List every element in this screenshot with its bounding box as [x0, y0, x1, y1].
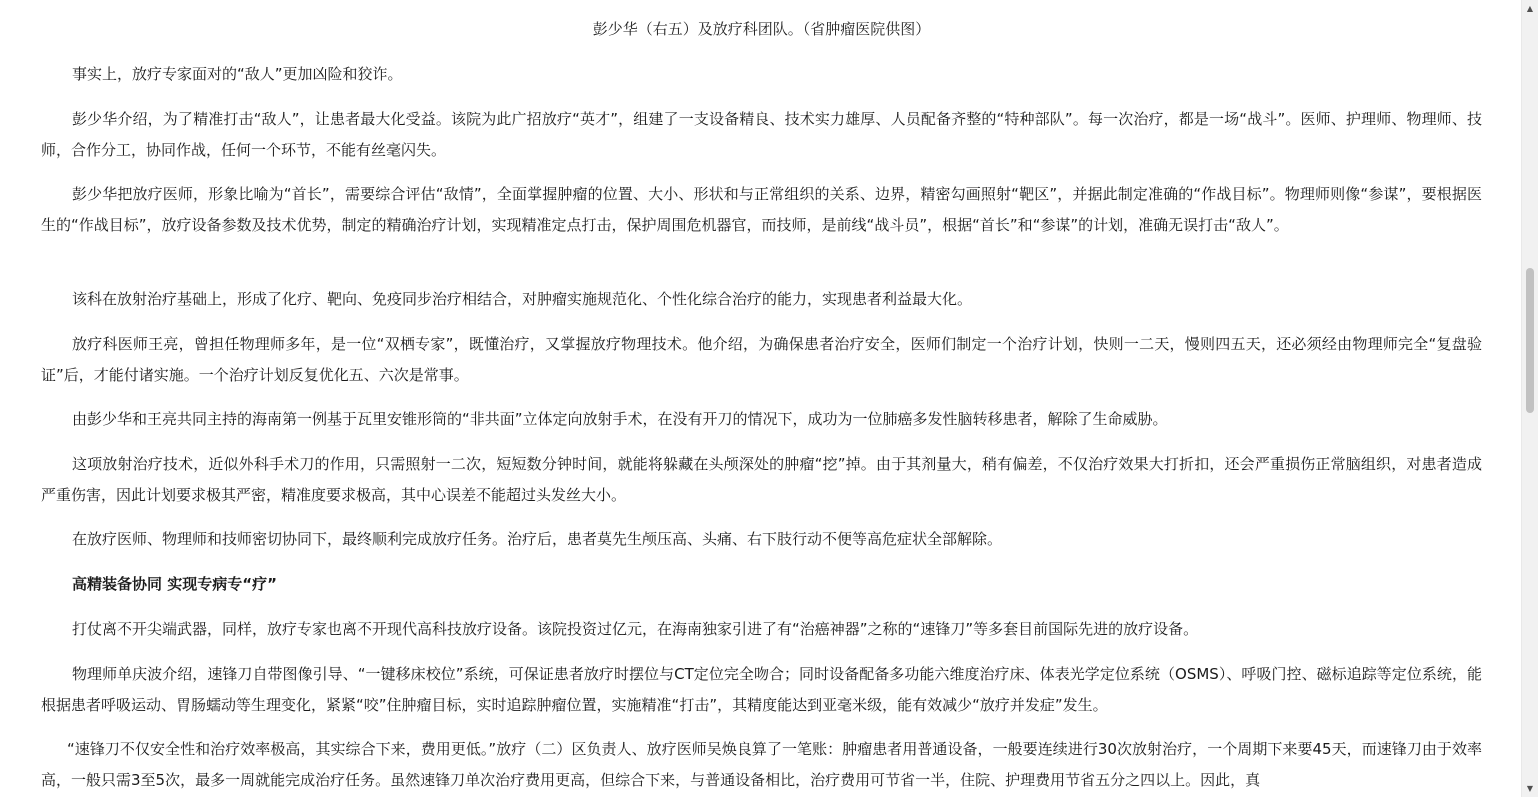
scrollbar-thumb[interactable]: [1526, 268, 1534, 413]
paragraph: 由彭少华和王亮共同主持的海南第一例基于瓦里安锥形筒的“非共面”立体定向放射手术，在没有开刀的情况下，成功为一位肺癌多发性脑转移患者，解除了生命威胁。: [72, 410, 1168, 428]
paragraph: 这项放射治疗技术，近似外科手术刀的作用，只需照射一二次，短短数分钟时间，就能将躲藏在头颅深处的肿瘤“挖”掉。由于其剂量大，稍有偏差，不仅治疗效果大打折扣，还会严重损伤正常脑组织，对患者造成严重伤害，因此计划要求极其严密，精准度要求极高，其中心误差不能超过头发丝大小。: [41, 455, 1482, 504]
paragraph: 彭少华介绍，为了精准打击“敌人”，让患者最大化受益。该院为此广招放疗“英才”，组建了一支设备精良、技术实力雄厚、人员配备齐整的“特种部队”。每一次治疗，都是一场“战斗”。医师、护理师、物理师、技师，合作分工，协同作战，任何一个环节，不能有丝毫闪失。: [41, 110, 1482, 159]
paragraph: “速锋刀不仅安全性和治疗效率极高，其实综合下来，费用更低。”放疗（二）区负责人、放疗医师吴焕良算了一笔账：肿瘤患者用普通设备，一般要连续进行30次放射治疗，一个周期下来要45天，而速锋刀由于效率高，一般只需3至5次，最多一周就能完成治疗任务。虽然速锋刀单次治疗费用更高，但综合下来，与普通设备相比，治疗费用可节省一半，住院、护理费用节省五分之四以上。因此，真: [41, 740, 1482, 789]
paragraph: 彭少华把放疗医师，形象比喻为“首长”，需要综合评估“敌情”，全面掌握肿瘤的位置、大小、形状和与正常组织的关系、边界，精密勾画照射“靶区”，并据此制定准确的“作战目标”。物理师则像“参谋”，要根据医生的“作战目标”，放疗设备参数及技术优势，制定的精确治疗计划，实现精准定点打击，保护周围危机器官，而技师，是前线“战斗员”，根据“首长”和“参谋”的计划，准确无误打击“敌人”。: [41, 185, 1482, 234]
article-body: [41, 0, 1482, 797]
paragraph: 事实上，放疗专家面对的“敌人”更加凶险和狡诈。: [72, 65, 403, 83]
scroll-down-arrow-icon[interactable]: ▼: [1526, 784, 1534, 793]
paragraph: 打仗离不开尖端武器，同样，放疗专家也离不开现代高科技放疗设备。该院投资过亿元，在海南独家引进了有“治癌神器”之称的“速锋刀”等多套目前国际先进的放疗设备。: [72, 620, 1199, 638]
paragraph: 该科在放射治疗基础上，形成了化疗、靶向、免疫同步治疗相结合，对肿瘤实施规范化、个性化综合治疗的能力，实现患者利益最大化。: [72, 290, 973, 308]
section-heading: 高精装备协同 实现专病专“疗”: [72, 575, 277, 593]
scroll-up-arrow-icon[interactable]: ▲: [1526, 4, 1534, 13]
vertical-scrollbar[interactable]: [1521, 0, 1538, 797]
image-caption: 彭少华（右五）及放疗科团队。（省肿瘤医院供图）: [592, 20, 931, 38]
paragraph: 在放疗医师、物理师和技师密切协同下，最终顺利完成放疗任务。治疗后，患者莫先生颅压高、头痛、右下肢行动不便等高危症状全部解除。: [72, 530, 1003, 548]
paragraph: 放疗科医师王亮，曾担任物理师多年，是一位“双栖专家”，既懂治疗，又掌握放疗物理技术。他介绍，为确保患者治疗安全，医师们制定一个治疗计划，快则一二天，慢则四五天，还必须经由物理师完全“复盘验证”后，才能付诸实施。一个治疗计划反复优化五、六次是常事。: [41, 335, 1482, 384]
paragraph: 物理师单庆波介绍，速锋刀自带图像引导、“一键移床校位”系统，可保证患者放疗时摆位与CT定位完全吻合；同时设备配备多功能六维度治疗床、体表光学定位系统（OSMS）、呼吸门控、磁标追踪等定位系统，能根据患者呼吸运动、胃肠蠕动等生理变化，紧紧“咬”住肿瘤目标，实时追踪肿瘤位置，实施精准“打击”，其精度能达到亚毫米级，能有效减少“放疗并发症”发生。: [41, 665, 1482, 714]
